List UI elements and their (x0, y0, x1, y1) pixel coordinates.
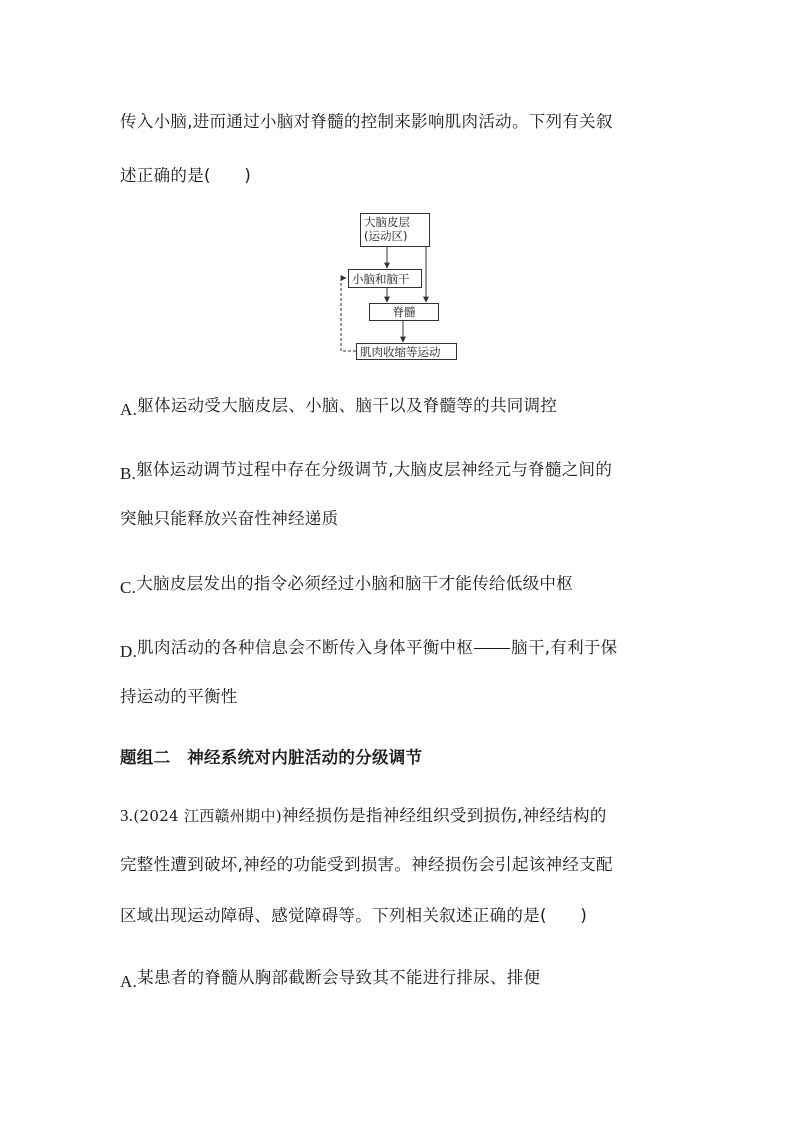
question-3-option-a-letter: A. (120, 972, 138, 991)
box-cerebellum-brainstem: 小脑和脑干 (348, 269, 422, 288)
option-c (120, 570, 574, 597)
question-3-line-1-text: 神经损伤是指神经组织受到损伤,神经结构的 (281, 806, 607, 825)
option-d-letter: D. (120, 642, 138, 661)
box-cerebral-cortex (360, 213, 430, 247)
option-d (120, 634, 618, 661)
box-muscle-contraction: 肌肉收缩等运动 (356, 343, 457, 360)
question-3-number: 3. (120, 806, 134, 825)
option-a-letter: A. (120, 400, 138, 419)
option-b-text-line-1: 躯体运动调节过程中存在分级调节,大脑皮层神经元与脊髓之间的 (136, 460, 613, 479)
option-b-text-line-2: 突触只能释放兴奋性神经递质 (120, 509, 339, 528)
question-3-stem-line-3: 区域出现运动障碍、感觉障碍等。下列相关叙述正确的是( ) (120, 906, 588, 925)
option-b (120, 456, 613, 483)
question-2-stem-line-1: 传入小脑,进而通过小脑对脊髓的控制来影响肌肉活动。下列有关叙 (120, 112, 613, 131)
option-c-text: 大脑皮层发出的指令必须经过小脑和脑干才能传给低级中枢 (136, 574, 574, 593)
box-cortex-line-2: (运动区) (364, 229, 408, 243)
question-3-source: (2024 江西赣州期中) (133, 807, 282, 825)
option-d-text-part-2: 脑干,有利于保 (511, 638, 618, 657)
question-3-stem-line-1 (120, 802, 607, 826)
section-heading: 题组二 神经系统对内脏活动的分级调节 (120, 748, 423, 767)
option-b-letter: B. (120, 464, 137, 483)
question-3-stem-line-2: 完整性遭到破坏,神经的功能受到损害。神经损伤会引起该神经支配 (120, 855, 613, 874)
option-d-text-line-2: 持运动的平衡性 (120, 687, 238, 706)
option-a (120, 392, 558, 419)
diagram-arrows (0, 0, 794, 400)
option-d-dash (474, 648, 510, 649)
box-cortex-line-1: 大脑皮层 (364, 215, 410, 229)
option-d-text-part-1: 肌肉活动的各种信息会不断传入身体平衡中枢 (137, 638, 474, 657)
option-a-text: 躯体运动受大脑皮层、小脑、脑干以及脊髓等的共同调控 (137, 396, 558, 415)
question-2-stem-line-2: 述正确的是( ) (120, 166, 252, 185)
box-spinal-cord: 脊髓 (369, 303, 439, 321)
question-3-option-a (120, 964, 541, 991)
option-c-letter: C. (120, 578, 137, 597)
question-3-option-a-text: 某患者的脊髓从胸部截断会导致其不能进行排尿、排便 (137, 968, 541, 987)
arrow-feedback-dashed (341, 278, 356, 351)
